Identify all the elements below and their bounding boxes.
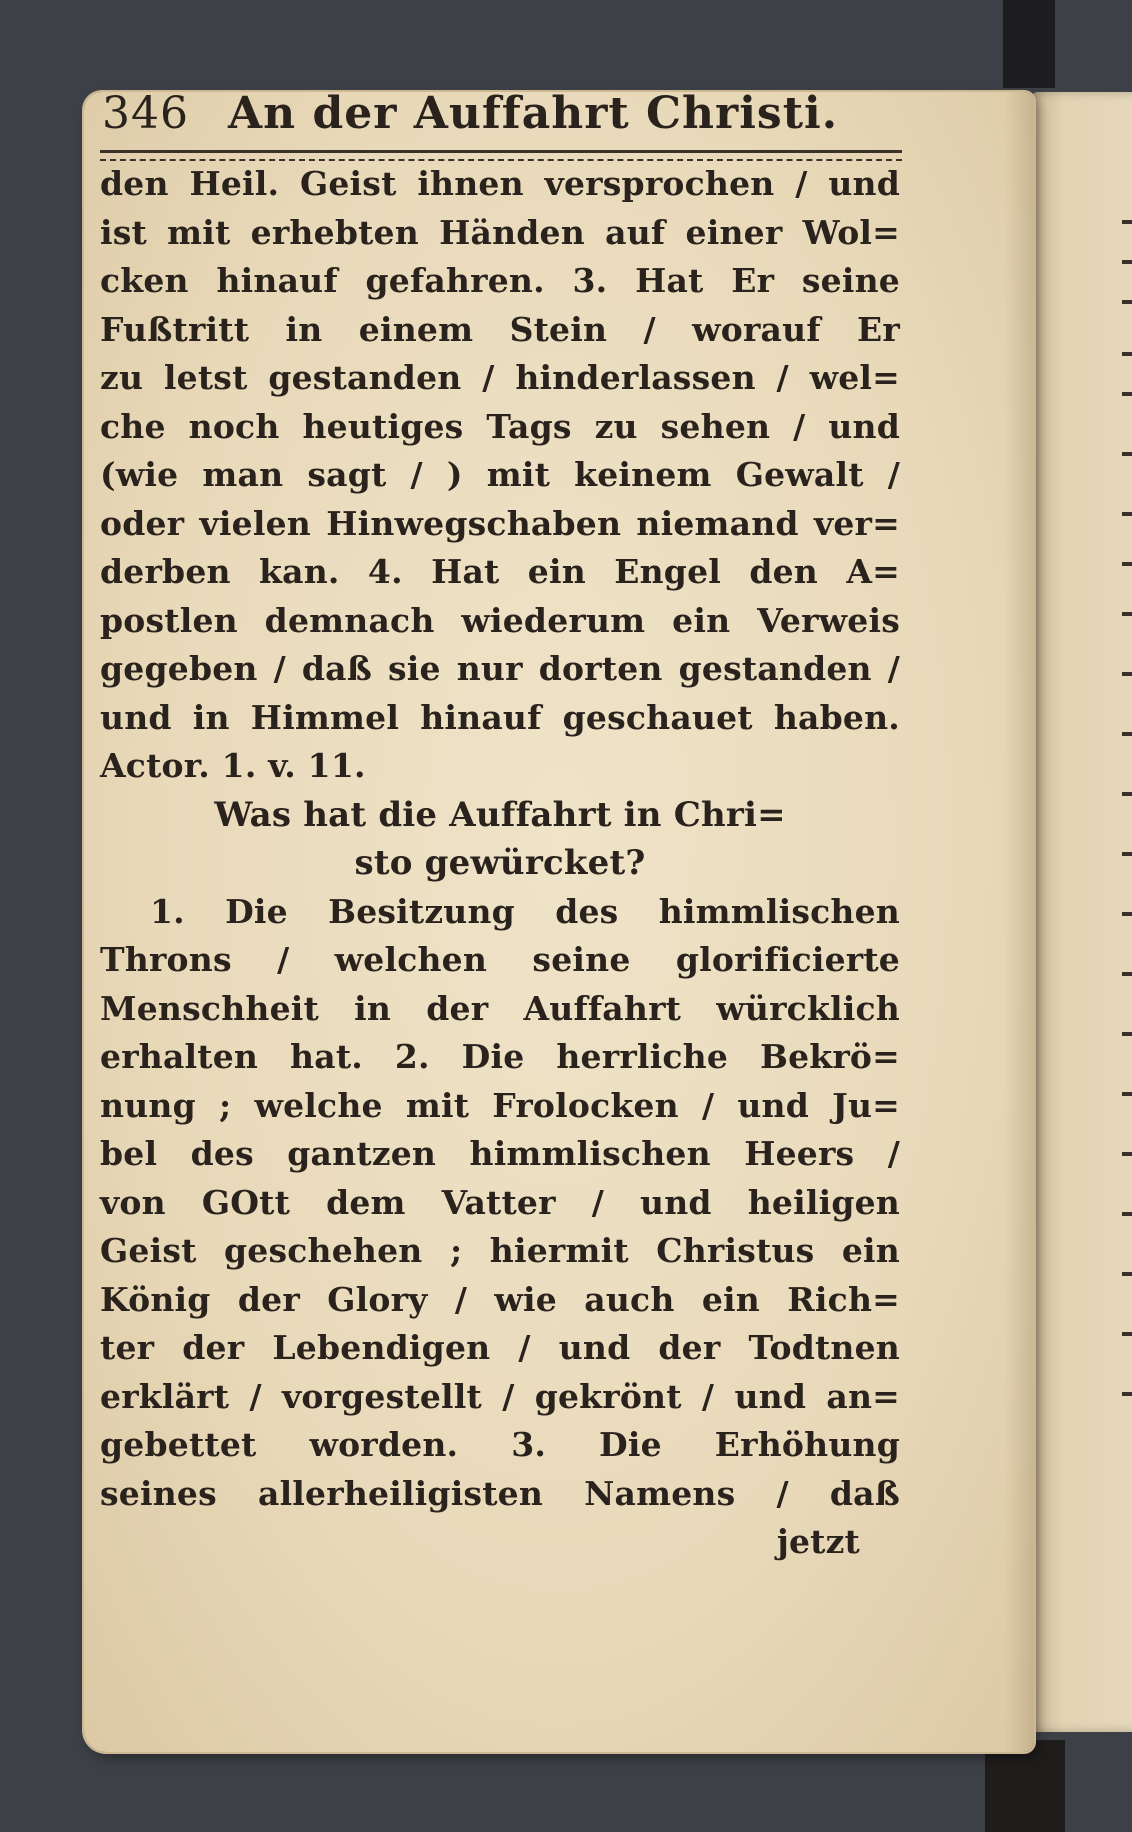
book-spine-top [1003, 0, 1055, 88]
page-number: 346 [102, 88, 189, 139]
citation-line: Actor. 1. v. 11. [100, 746, 366, 785]
text-line: gebettet worden. 3. Die Erhöhung [100, 1425, 900, 1464]
text-line: derben kan. 4. Hat ein Engel den A= [100, 552, 900, 591]
running-title: An der Auffahrt Christi. [228, 88, 839, 139]
question-line: Was hat die Auffahrt in Chri= [214, 794, 786, 835]
question-line: sto gewürcket? [354, 843, 646, 883]
text-line: ter der Lebendigen / und der Todtnen [100, 1328, 900, 1367]
text-line: che noch heutiges Tags zu sehen / und [100, 406, 900, 446]
text-line: zu letst gestanden / hinderlassen / wel= [100, 358, 900, 397]
text-line: oder vielen Hinwegschaben niemand ver= [100, 503, 900, 543]
page-body [100, 160, 900, 1567]
text-line: Throns / welchen seine glorificierte [100, 940, 900, 979]
text-line: 1. Die Besitzung des himmlischen [150, 891, 900, 931]
facing-page-edge [1030, 92, 1132, 1732]
text-line: und in Himmel hinauf geschauet haben. [100, 697, 900, 737]
book-spine-bottom [985, 1740, 1065, 1832]
question-heading [100, 791, 900, 888]
text-line: nung ; welche mit Frolocken / und Ju= [100, 1085, 900, 1125]
text-line: (wie man sagt / ) mit keinem Gewalt / [100, 455, 900, 494]
paragraph-1 [100, 160, 900, 791]
text-line: Fußtritt in einem Stein / worauf Er [100, 309, 900, 349]
catchword: jetzt [776, 1522, 860, 1561]
paragraph-2 [100, 888, 900, 1519]
text-line: postlen demnach wiederum ein Verweis [100, 600, 900, 640]
text-line: cken hinauf gefahren. 3. Hat Er seine [100, 261, 900, 300]
text-line: gegeben / daß sie nur dorten gestanden / [100, 649, 900, 688]
text-line: erhalten hat. 2. Die herrliche Bekrö= [100, 1037, 900, 1076]
text-line: Geist geschehen ; hiermit Christus ein [100, 1231, 900, 1270]
text-line: seines allerheiligisten Namens / daß [100, 1473, 900, 1513]
text-line: bel des gantzen himmlischen Heers / [100, 1134, 900, 1173]
text-line: König der Glory / wie auch ein Rich= [100, 1279, 900, 1319]
page-header [102, 88, 902, 148]
text-line: ist mit erhebten Händen auf einer Wol= [100, 212, 900, 252]
text-line: von GOtt dem Vatter / und heiligen [100, 1182, 900, 1222]
text-line: erklärt / vorgestellt / gekrönt / und an= [100, 1376, 900, 1416]
text-line: den Heil. Geist ihnen versprochen / und [100, 164, 900, 203]
text-line: Menschheit in der Auffahrt würcklich [100, 988, 900, 1028]
